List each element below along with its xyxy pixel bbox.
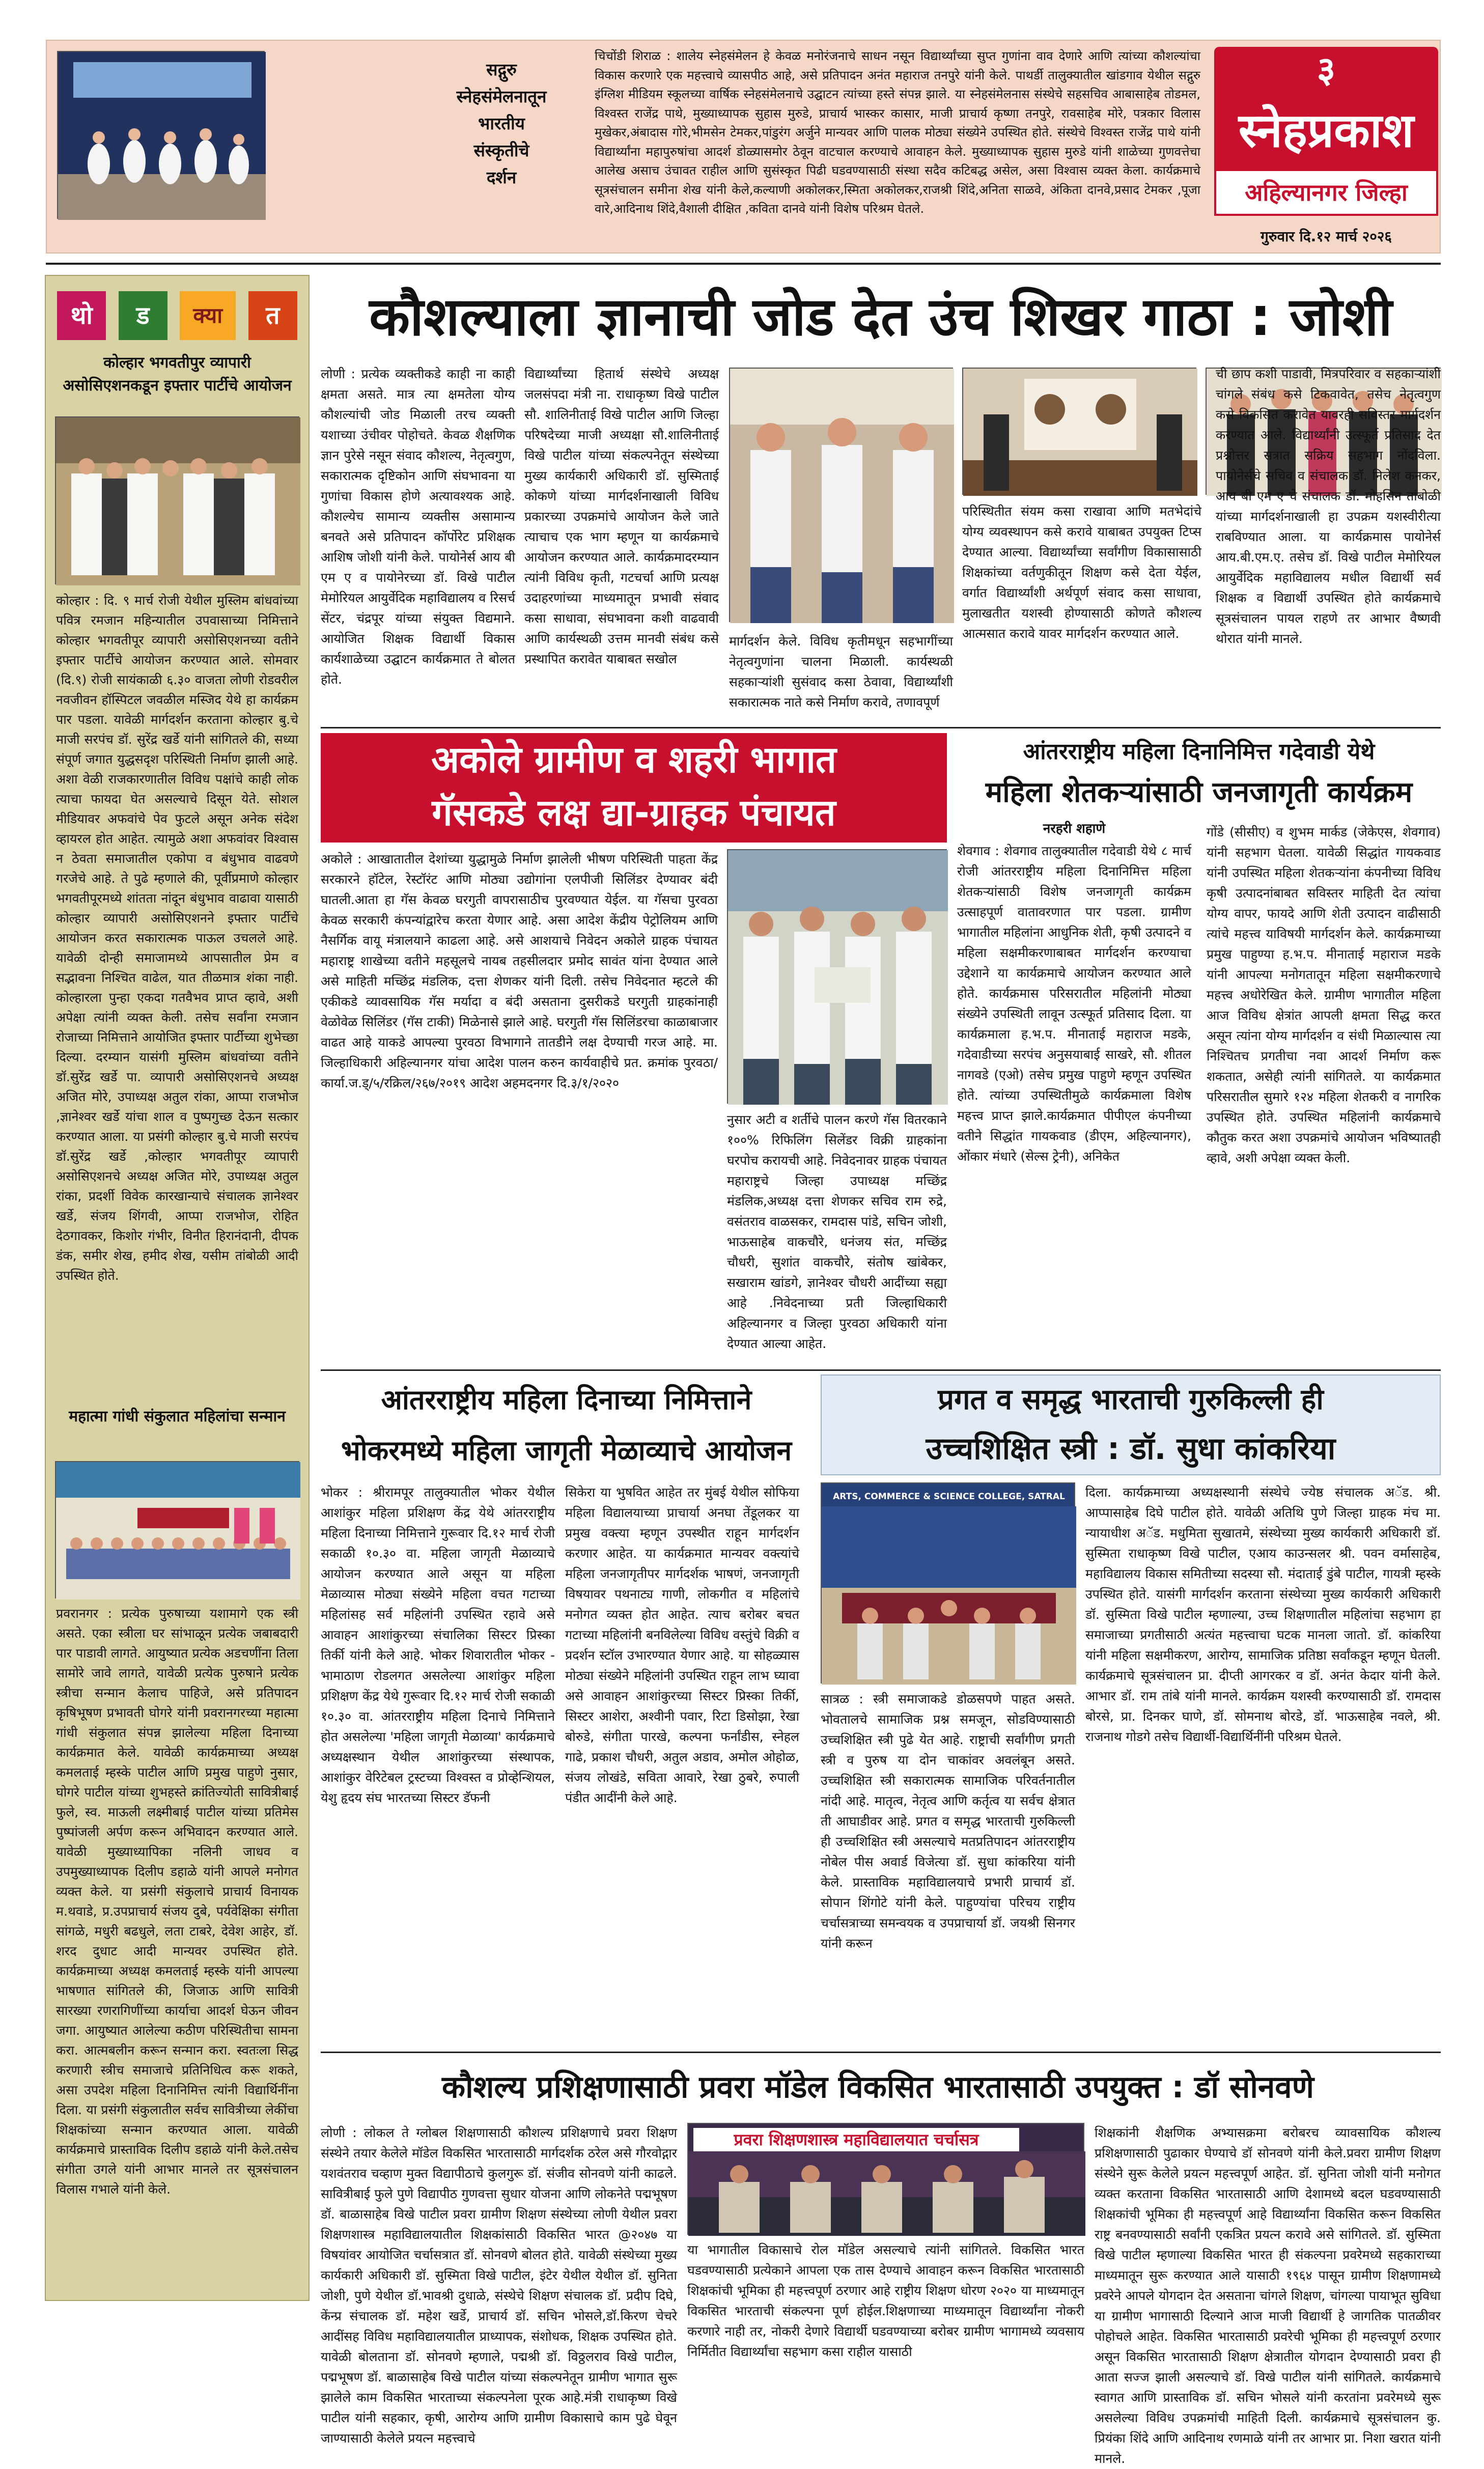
badge-tile-3: क्या	[180, 291, 236, 340]
gas-col1-text: अकोले : आखातातील देशांच्या युद्धामुळे निर्माण झालेली भीषण परिस्थिती पाहता केंद्र सरकारने हॉटेल, रेस्टॉरंट आणि मोठ्या उद्योगांना एलपीजी सिलिंडर देण्यावर बंदी घातली.आता हा गॅस केवळ घरगुती वापरासाठीच पुरवण्यात येईल. या गॅसचा पुरवठा केवळ सरकारी कंपन्यांद्वारेच करता येणार आहे. असा आदेश केंद्रीय पेट्रोलियम आणि नैसर्गिक वायू मंत्रालयाने काढला आहे. असे आशयाचे निवेदन अकोले ग्राहक पंचायत महाराष्ट्र शाखेच्या वतीने महसूलचे नायब तहसीलदार प्रमोद सावंत यांना देण्यात आले असे माहिती मच्छिंद्र मंडलिक, दत्ता शेणकर यांनी दिली. तसेच निवेदनात म्हटले की एकीकडे व्यावसायिक गॅस मर्यादा व बंदी असताना दुसरीकडे घरगुती ग्राहकांनाही वेळोवेळ सिलिंडर (गॅस टाकी) मिळेनासे झाले आहे. घरगुती गॅस सिलिंडरचा काळाबाजार वाढत आहे याकडे आपल्या पुरवठा विभागाने तातडीने लक्ष देण्याची गरज आहे. मा. जिल्हाधिकारी अहिल्यानगर यांचा आदेश पालन करुन कार्यवाहीचे प्रत. क्रमांक पुरवठा/कार्या.ज.ड्/५/रक्रिल/२६७/२०१९ आदेश अहमदनगर दि.३/१/२०२०	[321, 852, 718, 1090]
top-story-caption: सद्गुरु स्नेहसंमेलनातून भारतीय संस्कृतीचे दर्शन	[456, 60, 547, 187]
joshi-col2-text: विद्यार्थ्यांच्या हितार्थ संस्थेचे अध्यक्ष जलसंपदा मंत्री ना. राधाकृष्ण विखे पाटील सौ. शालिनीताई विखे पाटील आणि जिल्हा परिषदेच्या माजी अध्यक्षा सौ.शालिनीताई विखे पाटील यांच्या संकल्पनेतून संस्थेच्या मुख्य कार्यकारी अधिकारी डॉ. सुस्मिताई कोकणे यांच्या मार्गदर्शनाखाली विविध प्रकारच्या उपक्रमांचे आयोजन केले जाते त्याचाच एक भाग म्हणून या कार्यक्रमाचे आयोजन करण्यात आले. कार्यक्रमादरम्यान त्यांनी विविध कृती, गटचर्चा आणि प्रत्यक्ष उदाहरणांच्या माध्यमातून प्रभावी संवाद कसा साधावा, संघभावना कशी वाढवावी आणि कार्यस्थळी उत्तम मानवी संबंध कसे प्रस्थापित करावेत याबाबत सखोल	[524, 367, 719, 666]
gadewadi-byline: नरहरी शहाणे	[1043, 821, 1106, 836]
joshi-col1	[321, 364, 515, 720]
top-story-text: चिचोंडी शिराळ : शालेय स्नेहसंमेलन हे केवळ मनोरंजनाचे साधन नसून विद्यार्थ्यांच्या सुप्त गुणांना वाव देणारे आणि त्यांच्या कौशल्यांचा विकास करणारे एक महत्त्वाचे व्यासपीठ आहे, असे प्रतिपादन अनंत महाराज तनपुरे यांनी केले. पाथर्डी तालुक्यातील खांडगाव येथील सद्गुरु इंग्लिश मीडियम स्कूलच्या वार्षिक स्नेहसंमेलनाचे उद्घाटन त्यांच्या हस्ते संपन्न झाले. या स्नेहसंमेलनास संस्थेचे सहसचिव आबासाहेब तोडमल, विश्वस्त राजेंद्र पाथे, मुख्याध्यापक सुहास मुरुडे, प्राचार्य भास्कर कासार, माजी प्राचार्य कृष्णा तनपुरे, रावसाहेब मोरे, पत्रकार विलास मुखेकर,अंबादास गोरे,भीमसेन टेमकर,पांडुरंग अर्जुने मान्यवर आणि पालक मोठ्या संख्येने उपस्थित होते. संस्थेचे विश्वस्त राजेंद्र पाथे यांनी विद्यार्थ्यांना महापुरुषांचा आदर्श डोळ्यासमोर ठेवून वाटचाल करण्याचे आवाहन केले. मुख्याध्यापक सुहास मुरुडे यांनी शाळेच्या गुणवत्तेचा आलेख असाच उंचावत राहील आणि सुसंस्कृत पिढी घडवण्यासाठी संस्था सदैव कटिबद्ध असेल, असा विश्वास व्यक्त केला. कार्यक्रमाचे सूत्रसंचालन समीना शेख यांनी केले,कल्याणी अकोलकर,स्मिता अकोलकर,राजश्री शिंदे,अनिता साळवे, अंकिता दानवे,प्रसाद टेमकर ,पूजा वारे,आदिनाथ शिंदे,वैशाली दीक्षित ,कविता दानवे यांनी विशेष परिश्रम घेतले.	[595, 49, 1200, 216]
joshi-photo-1	[729, 368, 953, 622]
gadewadi-col1-text: शेवगाव : शेवगाव तालुक्यातील गदेवाडी येथे ८ मार्च रोजी आंतरराष्ट्रीय महिला दिनानिमित्त महिला शेतकऱ्यांसाठी विशेष जनजागृती कार्यक्रम उत्साहपूर्ण वातावरणात पार पडला. ग्रामीण भागातील महिलांना आधुनिक शेती, कृषी उत्पादने व महिला सक्षमीकरणाबाबत मार्गदर्शन करण्याचा उद्देशाने या कार्यक्रमाचे आयोजन करण्यात आले होते. कार्यक्रमास परिसरातील महिलांनी मोठ्या संख्येने उपस्थिती लावून उत्स्फूर्त प्रतिसाद दिला. या कार्यक्रमाला ह.भ.प. मीनाताई महाराज मडके, गदेवाडीच्या सरपंच अनुसयाबाई साखरे, सौ. शीतल नागवडे (एओ) तसेच प्रमुख पाहुणे म्हणून उपस्थित होते. त्यांच्या उपस्थितीमुळे कार्यक्रमाला विशेष महत्त्व प्राप्त झाले.कार्यक्रमात पीपीएल कंपनीच्या वतीने सिद्धांत गायकवाड (डीएम, अहिल्यानगर), ओंकार मंधारे (सेल्स ट्रेनी), अनिकेत	[957, 844, 1191, 1164]
sonawane-col2	[687, 2240, 1084, 2359]
page-number-badge: ३	[1214, 47, 1438, 93]
sidebar-story1-photo	[55, 416, 299, 584]
kankariya-col1	[821, 1689, 1075, 2045]
joshi-col3b	[962, 501, 1201, 720]
joshi-col3a	[729, 631, 953, 721]
masthead-date: गुरुवार दि.१२ मार्च २०२६	[1261, 228, 1392, 245]
sonawane-headline: कौशल्य प्रशिक्षणासाठी प्रवरा मॉडेल विकसित भारतासाठी उपयुक्त : डॉ सोनवणे	[441, 2069, 1314, 2105]
sidebar-story1-headline: कोल्हार भगवतीपुर व्यापारी असोसिएशनकडून इफ्तार पार्टीचे आयोजन	[63, 354, 292, 395]
bhokar-col1	[321, 1482, 555, 2042]
sonawane-col2-text: या भागातील विकासाचे रोल मॉडेल असल्याचे त्यांनी सांगितले. विकसित भारत घडवण्यासाठी प्रत्येकाने आपला एक तास देण्याचे आवाहन करून विकसित भारतासाठी शिक्षकांची भूमिका ही महत्त्वपूर्ण ठरणार आहे राष्ट्रीय शिक्षण धोरण २०२० या माध्यमातून विकसित भारताची संकल्पना पूर्ण होईल.शिक्षणाच्या माध्यमातून विद्यार्थ्यांना नोकरी करणारे नाही तर, नोकरी देणारे विद्यार्थी घडवण्याच्या बरोबर ग्रामीण भागामध्ये व्यवसाय निर्मितीत विद्यार्थ्यांचा सहभाग कसा राहील यासाठी	[687, 2242, 1084, 2359]
sonawane-col1	[321, 2123, 677, 2446]
sidebar-story1-text: कोल्हार : दि. ९ मार्च रोजी येथील मुस्लिम बांधवांच्या पवित्र रमजान महिन्यातील उपवासाच्या निमित्ताने कोल्हार भगवतीपूर व्यापारी असोसिएशनच्या वतीने इफ्तार पार्टीचे आयोजन करण्यात आले. सोमवार (दि.९) रोजी सायंकाळी ६.३० वाजता लोणी रोडवरील नवजीवन हॉस्पिटल जवळील मस्जिद येथे हा कार्यक्रम पार पडला. यावेळी मार्गदर्शन करताना कोल्हार बु.चे माजी सरपंच डॉ. सुरेंद्र खर्डे यांनी सांगितले की, सध्या संपूर्ण जगात युद्धसदृश परिस्थिती निर्माण झाली आहे. अशा वेळी राजकारणातील विविध पक्षांचे काही लोक त्याचा फायदा घेत असल्याचे दिसून येते. सोशल मीडियावर अफवांचे पेव फुटले असून अनेक संदेश व्हायरल होत आहेत. त्यामुळे अशा अफवांवर विश्वास न ठेवता समाजातील एकोपा व बंधुभाव वाढवणे गरजेचे आहे. ते पुढे म्हणाले की, पूर्वीप्रमाणे कोल्हार भगवतीपूरमध्ये शांतता नांदून बंधुभाव वाढावा यासाठी कोल्हार व्यापारी असोसिएशनने इफ्तार पार्टीचे आयोजन करत सकारात्मक पाऊल उचलले आहे. यावेळी दोन्ही समाजामध्ये आपसातील प्रेम व सद्भावना निश्चित वाढेल, यात तीळमात्र शंका नाही. कोल्हारला पुन्हा एकदा गतवैभव प्राप्त व्हावे, अशी अपेक्षा त्यांनी व्यक्त केली. तसेच सर्वांना रमजान रोजाच्या निमित्ताने आयोजित इफ्तार पार्टीच्या शुभेच्छा दिल्या. दरम्यान यासंगी मुस्लिम बांधवांच्या वतीने डॉ.सुरेंद्र खर्डे पा. व्यापारी असोसिएशनचे अध्यक्ष अजित मोरे, उपाध्यक्ष अतुल रांका, आप्पा राजभोज ,ज्ञानेश्वर खर्डे यांचा शाल व पुष्पगुच्छ देऊन सत्कार करण्यात आला. या प्रसंगी कोल्हार बु.चे माजी सरपंच डॉ.सुरेंद्र खर्डे ,कोल्हार भगवतीपूर व्यापारी असोसिएशनचे अध्यक्ष अजित मोरे, उपाध्यक्ष अतुल रांका, प्रदर्शी विवेक कारखान्याचे संचालक ज्ञानेश्वर खर्डे, संजय शिंगवी, आप्पा राजभोज, रोहित देठगावकर, किशोर गंभीर, विनीत हिरानंदानी, दीपक डंक, समीर शेख, हमीद शेख, यसीम तांबोळी आदी उपस्थित होते.	[56, 593, 298, 1283]
joshi-headline: कौशल्याला ज्ञानाची जोड देत उंच शिखर गाठा : जोशी	[369, 286, 1392, 348]
bhokar-col2-text: सिकेरा या भुषवित आहेत तर मुंबई येथील सोफिया महिला विद्यालयाच्या प्राचार्या अनघा तेंडूलकर या प्रमुख वक्त्या म्हणून उपस्थीत राहून मार्गदर्शन करणार आहेत. या कार्यक्रमात मान्यवर वक्त्यांचे महिला जनजागृतीपर मार्गदर्शक भाषणं, जनजागृती विषयावर पथनाट्य गाणी, लोकगीत व महिलांचे मनोगत व्यक्त होत आहेत. त्याच बरोबर बचत गटाच्या महिलांनी बनविलेल्या विविध वस्तुंचे विक्री व प्रदर्शन स्टॉल उभारण्यात येणार आहे. या सोहळ्यास मोठ्या संख्येने महिलांनी उपस्थित राहून लाभ घ्यावा असे आवाहन आशांकुरच्या सिस्टर प्रिस्का तिर्की, सिस्टर आशेरा, अश्वीनी पवार, रिटा डिसोझा, रेखा बोरुडे, संगीता पारखे, कल्पना फर्नांडीस, स्नेहल गाढे, प्रकाश चौधरी, अतुल अडाव, अमोल ओहोळ, संजय लोखंडे, सविता आवारे, रेखा ठुबरे, रुपाली पंडीत आदींनी केले आहे.	[565, 1485, 799, 1805]
divider-bhokar	[321, 2052, 1441, 2053]
masthead-title: स्नेहप्रकाश	[1214, 93, 1438, 169]
top-story-photo	[57, 51, 265, 219]
kankariya-col2-text: दिला. कार्यक्रमाच्या अध्यक्षस्थानी संस्थेचे ज्येष्ठ संचालक अॅड. श्री. आप्पासाहेब दिघे पाटील होते. यावेळी अतिथि पुणे जिल्हा ग्राहक मंच मा. न्यायाधीश अॅड. मधुमिता सुखातमे, संस्थेच्या मुख्य कार्यकारी अधिकारी डॉ. सुस्मिता राधाकृष्ण विखे पाटील, एआय काउन्सलर श्री. पवन वर्मासाहेब, महाविद्यालय विकास समितीच्या सदस्या सौ. मंदाताई डुंबे पाटील, गायत्री म्हस्के उपस्थित होते. यासंगी मार्गदर्शन करताना संस्थेच्या मुख्य कार्यकारी अधिकारी डॉ. सुस्मिता विखे पाटील म्हणाल्या, उच्च शिक्षणातील महिलांचा सहभाग हा समाजाच्या प्रगतीसाठी अत्यंत महत्त्वाचा घटक मानला जातो. डॉ. कांकरिया यांनी महिला सक्षमीकरण, आरोग्य, सामाजिक प्रतिष्ठा सर्वांकडून म्हणून घेतली. कार्यक्रमाचे सूत्रसंचालन प्रा. दीप्ती आगरकर व डॉ. अनंत केदार यांनी केले. आभार डॉ. राम तांबे यांनी मानले. कार्यक्रम यशस्वी करण्यासाठी डॉ. रामदास बोरसे, प्रा. दिनकर घाणे, डॉ. सोमनाथ बोरडे, डॉ. भाऊसाहेब नवले, श्री. राजनाथ गोडगे तसेच विद्यार्थी-विद्यार्थिनींनी परिश्रम घेतले.	[1085, 1485, 1441, 1744]
sonawane-col3	[1095, 2123, 1441, 2466]
badge-tile-1: थो	[57, 291, 106, 340]
joshi-photo-2	[962, 368, 1196, 495]
badge-tile-4: त	[248, 291, 297, 340]
kankariya-col1-text: सात्रळ : स्त्री समाजाकडे डोळसपणे पाहत असते. भोवतालचे सामाजिक प्रश्न समजून, सोडविण्यासाठी उच्चशिक्षित स्त्री पुढे येत आहे. राष्ट्राची सर्वांगीण प्रगती स्त्री व पुरुष या दोन चाकांवर अवलंबून असते. उच्चशिक्षित स्त्री सकारात्मक सामाजिक परिवर्तनातील नांदी आहे. मातृत्व, नेतृत्व आणि कर्तृत्व या सर्वच क्षेत्रात ती आघाडीवर आहे. प्रगत व समृद्ध भारताची गुरुकिल्ली ही उच्चशिक्षित स्त्री असल्याचे मतप्रतिपादन आंतरराष्ट्रीय नोबेल पीस अवार्ड विजेत्या डॉ. सुधा कांकरिया यांनी केले. प्रास्ताविक महाविद्यालयाचे प्रभारी प्राचार्य डॉ. सोपान शिंगोटे यांनी केले. पाहुण्यांचा परिचय राष्ट्रीय चर्चासत्राच्या समन्वयक व उपप्राचार्या डॉ. जयश्री सिनगर यांनी करून	[821, 1692, 1075, 1951]
sonawane-photo	[687, 2123, 1084, 2235]
gas-col1	[321, 849, 718, 1363]
kankariya-photo	[821, 1482, 1075, 1684]
gadewadi-kicker: आंतरराष्ट्रीय महिला दिनानिमित्त गदेवाडी येथे	[1023, 739, 1375, 765]
joshi-col3a-text: मार्गदर्शन केले. विविध कृतीमधून सहभागींच्या नेतृत्वगुणांना चालना मिळाली. कार्यस्थळी सहकाऱ्यांशी सुसंवाद कसा ठेवावा, विद्यार्थ्यांशी सकारात्मक नाते कसे निर्माण करावे, तणावपूर्ण	[729, 634, 953, 710]
gadewadi-col2-text: गोंडे (सीसीए) व शुभम मार्कड (जेकेएस, शेवगाव) यांनी सहभाग घेतला. यावेळी सिद्धांत गायकवाड यांनी उपस्थित महिला शेतकऱ्यांना कंपनीच्या विविध कृषी उत्पादनांबाबत सविस्तर माहिती देत त्यांचा योग्य वापर, फायदे आणि शेती उत्पादन वाढीसाठी त्यांचे महत्त्व याविषयी मार्गदर्शन केले. कार्यक्रमाच्या प्रमुख पाहुण्या ह.भ.प. मीनाताई महाराज मडके यांनी आपल्या मनोगतातून महिला सक्षमीकरणाचे महत्त्व अधोरेखित केले. ग्रामीण भागातील महिला आज विविध क्षेत्रांत आपली क्षमता सिद्ध करत असून त्यांना योग्य मार्गदर्शन व संधी मिळाल्यास त्या निश्चितच प्रगतीचा नवा आदर्श निर्माण करू शकतात, असेही त्यांनी सांगितले. या कार्यक्रमात परिसरातील सुमारे १२४ महिला शेतकरी व नागरिक उपस्थित होते. उपस्थित महिलांनी कार्यक्रमाचे कौतुक करत अशा उपक्रमांचे आयोजन भविष्यातही व्हावे, अशी अपेक्षा व्यक्त केली.	[1207, 825, 1441, 1165]
joshi-col1-text: लोणी : प्रत्येक व्यक्तीकडे काही ना काही क्षमता असते. मात्र त्या क्षमतेला योग्य कौशल्यांची जोड मिळाली तरच व्यक्ती यशाच्या उंचीवर पोहोचते. केवळ शैक्षणिक ज्ञान पुरेसे नसून संवाद कौशल्य, नेतृत्वगुण, सकारात्मक दृष्टिकोन आणि संघभावना या गुणांचा विकास होणे अत्यावश्यक आहे. कौशल्येच सामान्य व्यक्तीस असामान्य बनवते असे प्रतिपादन कॉर्पोरेट प्रशिक्षक आशिष जोशी यांनी केले. पायोनेर्स आय बी एम ए व पायोनेरच्या डॉ. विखे पाटील मेमोरियल आयुर्वेदिक महाविद्यालय व रिसर्च सेंटर, चंद्रपूर यांच्या संयुक्त विद्यमाने. आयोजित शिक्षक विद्यार्थी विकास कार्यशाळेच्या उद्घाटन कार्यक्रमात ते बोलत होते.	[321, 367, 515, 687]
sonawane-photo-banner: प्रवरा शिक्षणशास्त्र महाविद्यालयात चर्चासत्र	[693, 2128, 1019, 2151]
sidebar-badge	[51, 291, 303, 340]
gadewadi-col1	[957, 841, 1191, 1360]
gas-col2-text: नुसार अटी व शर्तीचे पालन करणे गॅस वितरकाने १००% रिफिलिंग सिलेंडर विक्री ग्राहकांना घरपोच करायची आहे. निवेदनावर ग्राहक पंचायत महाराष्ट्रचे जिल्हा उपाध्यक्ष मच्छिंद्र मंडलिक,अध्यक्ष दत्ता शेणकर सचिव राम रुद्रे, वसंतराव वाळसकर, रामदास पांडे, सचिन जोशी, भाऊसाहेब वाकचौरे, धनंजय संत, मच्छिंद्र चौधरी, सुशांत वाकचौरे, संतोष खांबेकर, सखाराम खांडगे, ज्ञानेश्वर चौधरी आदींच्या सह्या आहे .निवेदनाच्या प्रती जिल्हाधिकारी अहिल्यानगर व जिल्हा पुरवठा अधिकारी यांना देण्यात आल्या आहेत.	[727, 1112, 947, 1351]
joshi-col3b-text: परिस्थितीत संयम कसा राखावा आणि मतभेदांचे योग्य व्यवस्थापन कसे करावे याबाबत उपयुक्त टिप्स देण्यात आल्या. विद्यार्थ्यांच्या सर्वांगीण विकासासाठी शिक्षकांच्या वर्तणुकीतून शिक्षण कसे देता येईल, वर्गात विद्यार्थ्यांशी अर्थपूर्ण संवाद कसा साधावा, मुलाखतीत यशस्वी होण्यासाठी कोणते कौशल्य आत्मसात करावे यावर मार्गदर्शन करण्यात आले.	[962, 504, 1201, 641]
sonawane-col3-text: शिक्षकांनी शैक्षणिक अभ्यासक्रमा बरोबरच व्यावसायिक कौशल्य प्रशिक्षणासाठी पुढाकार घेण्याचे डॉ सोनवणे यांनी केले.प्रवरा ग्रामीण शिक्षण संस्थेने सुरू केलेले प्रयत्न महत्त्वपूर्ण आहेत. डॉ. सुनिता जोशी यांनी मनोगत व्यक्त करताना विकसित भारतासाठी आणि देशामध्ये बदल घडवण्यासाठी शिक्षकांची भूमिका ही महत्त्वपूर्ण आहे विद्यार्थ्यांना विकसित करून विकसित राष्ट्र बनवण्यासाठी सर्वांनी एकत्रित प्रयत्न करावे असे सांगितले. डॉ. सुस्मिता विखे पाटील म्हणाल्या विकसित भारत ही संकल्पना प्रवरेमध्ये सहकाराच्या माध्यमातून सुरू करण्यात आले यासाठी १९६४ पासून ग्रामीण शिक्षणामध्ये प्रवरेने आपले योगदान देत असताना चांगले शिक्षण, चांगल्या पायाभूत सुविधा या ग्रामीण भागासाठी दिल्याने आज माजी विद्यार्थी हे जागतिक पातळीवर पोहोचले आहेत. विकसित भारतासाठी प्रवरेची भूमिका ही महत्त्वपूर्ण ठरणार असून विकसित भारतासाठी शिक्षण क्षेत्रातील योगदान देण्यासाठी प्रवरा ही आता सज्ज झाली असल्याचे डॉ. विखे पाटील यांनी सांगितले. कार्यक्रमाचे स्वागत आणि प्रास्ताविक डॉ. सचिन भोसले यांनी करतांना प्रवरेमध्ये सुरू असलेल्या विविध उपक्रमांची माहिती दिली. कार्यक्रमाचे सूत्रसंचालन कु. प्रियंका शिंदे आणि आदिनाथ रणमाळे यांनी तर आभार प्रा. निशा खरात यांनी मानले.	[1095, 2125, 1441, 2466]
divider-gas	[321, 1369, 1441, 1371]
divider-joshi	[321, 727, 1441, 728]
joshi-col4-text: ची छाप कशी पाडावी, मित्रपरिवार व सहकाऱ्यांशी चांगले संबंध कसे टिकवावेत, तसेच नेतृत्वगुण कसे विकसित करावेत यावरही सविस्तर मार्गदर्शन करण्यात आले. विद्यार्थ्यांनी उत्स्फूर्त प्रतिसाद देत प्रश्नोत्तर सत्रात सक्रिय सहभाग नोंदविला. पायोनेर्सचे सचिव व संचालक डॉ. निलेश कनकर, आय बी एम ए चे संचालक डॉ. मोहसिन तांबोळी यांच्या मार्गदर्शनाखाली हा उपक्रम यशस्वीरीत्या राबविण्यात आला. या कार्यक्रमास पायोनेर्स आय.बी.एम.ए. तसेच डॉ. विखे पाटील मेमोरियल आयुर्वेदिक महाविद्यालय मधील विद्यार्थी सर्व शिक्षक व विद्यार्थी उपस्थित होते कार्यक्रमाचे सूत्रसंचालन पायल राहणे तर आभार वैष्णवी थोरात यांनी मानले.	[1216, 367, 1441, 646]
bhokar-col2	[565, 1482, 799, 2042]
joshi-col2	[524, 364, 719, 720]
gadewadi-headline: महिला शेतकऱ्यांसाठी जनजागृती कार्यक्रम	[985, 776, 1413, 809]
bhokar-headline: आंतरराष्ट्रीय महिला दिनाच्या निमित्ताने भोकरमध्ये महिला जागृती मेळाव्याचे आयोजन	[341, 1384, 792, 1467]
kankariya-photo-banner: ARTS, COMMERCE & SCIENCE COLLEGE, SATRAL	[833, 1492, 1065, 1502]
sidebar-story2-text: प्रवरानगर : प्रत्येक पुरुषाच्या यशामागे एक स्त्री असते. एका स्त्रीला घर सांभाळून प्रत्येक जबाबदारी पार पाडावी लागते. आयुष्यात प्रत्येक अडचणींना तिला सामोरे जावे लागते, यावेळी प्रत्येक पुरुषाने प्रत्येक स्त्रीचा सन्मान केलाच पाहिजे, असे प्रतिपादन कृषिभूषण प्रभावती घोगरे यांनी प्रवरानगरच्या महात्मा गांधी संकुलात संपन्न झालेल्या महिला दिनाच्या कार्यक्रमात केले. यावेळी कार्यक्रमाच्या अध्यक्ष कमलताई म्हस्के पाटील आणि प्रमुख पाहुणे नुसार, घोगरे पाटील यांच्या शुभहस्ते क्रांतिज्योती सावित्रीबाई फुले, स्व. माऊली लक्ष्मीबाई पाटील यांच्या प्रतिमेस पुष्पांजली अर्पण करून अभिवादन करण्यात आले. यावेळी मुख्याध्यापिका नलिनी जाधव व उपमुख्याध्यापक दिलीप डहाळे यांनी आपले मनोगत व्यक्त केले. या प्रसंगी संकुलाचे प्राचार्य विनायक म.थवाडे, प्र.उपप्राचार्य संजय दुबे, पर्यवेक्षिका संगीता सांगळे, मधुरी बढधुले, लता टाबरे, देवेश आहेर, डॉ. शरद दुधाट आदी मान्यवर उपस्थित होते. कार्यक्रमाच्या अध्यक्ष कमलताई म्हस्के यांनी आपल्या भाषणात सांगितले की, जिजाऊ आणि सावित्री सारख्या रणरागिणींच्या कार्याचा आदर्श घेऊन जीवन जगा. आयुष्यात आलेल्या कठीण परिस्थितीचा सामना करा. आत्मबलीन करून सन्मान करा. स्वतःला सिद्ध करणारी स्त्रीच समाजाचे प्रतिनिधित्व करू शकते, असा उपदेश महिला दिनानिमित्त त्यांनी विद्यार्थिनींना दिला. या प्रसंगी संकुलातील सर्वच सावित्रीच्या लेकींचा शिक्षकांच्या सन्मान करण्यात आला. यावेळी कार्यक्रमाचे प्रास्ताविक दिलीप डहाळे यांनी केले.तसेच संगीता उगले यांनी आभार मानले तर सूत्रसंचालन विलास गभाले यांनी केले.	[56, 1606, 298, 2197]
gas-photo	[727, 849, 947, 1104]
sidebar-story2-photo	[55, 1461, 299, 1598]
sonawane-col1-text: लोणी : लोकल ते ग्लोबल शिक्षणासाठी कौशल्य प्रशिक्षणाचे प्रवरा शिक्षण संस्थेने तयार केलेले मॉडेल विकसित भारतासाठी मार्गदर्शक ठरेल असे गौरवोद्गार यशवंतराव चव्हाण मुक्त विद्यापीठाचे कुलगुरू डॉ. संजीव सोनवणे यांनी काढले. सावित्रीबाई फुले पुणे विद्यापीठ गुणवत्ता सुधार योजना आणि लोकनेते पद्मभूषण डॉ. बाळासाहेब विखे पाटील प्रवरा ग्रामीण शिक्षण संस्थेच्या लोणी येथील प्रवरा शिक्षणशास्त्र महाविद्यालयातील शिक्षकांसाठी विकसित भारत @२०४७ या विषयांवर आयोजित चर्चासत्रात डॉ. सोनवणे बोलत होते. यावेळी संस्थेच्या मुख्य कार्यकारी अधिकारी डॉ. सुस्मिता विखे पाटील, इंटेर येथील येथील डॉ. सुनिता जोशी, पुणे येथील डॉ.भावश्री दुधाळे, संस्थेचे शिक्षण संचालक डॉ. प्रदीप दिघे, केंन्प्र संचालक डॉ. महेश खर्डे, प्राचार्य डॉ. सचिन भोसले,डॉ.किरण चेचरे आदींसह विविध महाविद्यालयातील प्राध्यापक, संशोधक, शिक्षक उपस्थित होते. यावेळी बोलताना डॉ. सोनवणे म्हणाले, पद्मश्री डॉ. विठ्ठलराव विखे पाटील, पद्मभूषण डॉ. बाळासाहेब विखे पाटील यांच्या संकल्पनेतून ग्रामीण भागात सुरू झालेले काम विकसित भारताच्या संकल्पनेला पूरक आहे.मंत्री राधाकृष्ण विखे पाटील यांनी सहकार, कृषी, आरोग्य आणि ग्रामीण विकासाचे काम पुढे घेवून जाण्यासाठी केलेले प्रयत्न महत्त्वाचे	[321, 2125, 677, 2446]
kankariya-col2	[1085, 1482, 1441, 2042]
gas-col2	[727, 1110, 947, 1364]
masthead-divider	[46, 263, 1441, 265]
gas-headline: अकोले ग्रामीण व शहरी भागात गॅसकडे लक्ष द्या-ग्राहक पंचायत	[321, 733, 947, 843]
masthead-region: अहिल्यानगर जिल्हा	[1214, 169, 1438, 216]
sidebar-story2-headline: महात्मा गांधी संकुलात महिलांचा सन्मान	[69, 1408, 286, 1425]
joshi-col4	[1216, 364, 1441, 720]
badge-tile-2: ड	[119, 291, 167, 340]
kankariya-headline: प्रगत व समृद्ध भारताची गुरुकिल्ली ही उच्चशिक्षित स्त्री : डॉ. सुधा कांकरिया	[821, 1374, 1441, 1475]
gadewadi-col2	[1207, 822, 1441, 1362]
bhokar-col1-text: भोकर : श्रीरामपूर तालुक्यातील भोकर येथील आशांकुर महिला प्रशिक्षण केंद्र येथे आंतरराष्ट्रीय महिला दिनाच्या निमित्ताने गुरूवार दि.१२ मार्च रोजी सकाळी १०.३० वा. महिला जागृती मेळाव्याचे आयोजन करण्यात आले असून या महिला मेळाव्यास मोठ्या संख्येने महिला वचत गटाच्या महिलांसह सर्व महिलांनी उपस्थित रहावे असे आवाहन आशांकुरच्या संचालिका सिस्टर प्रिस्का तिर्की यांनी केले आहे. भोकर शिवारातील भोकर - भामाठाण रोडलगत असलेल्या आशांकुर महिला प्रशिक्षण केंद्र येथे गुरूवार दि.१२ मार्च रोजी सकाळी १०.३० वा. आंतरराष्ट्रीय महिला दिनाचे निमित्ताने होत असलेल्या 'महिला जागृती मेळाव्या' कार्यक्रमाचे अध्यक्षस्थान येथील आशांकुरच्या संस्थापक, आशांकुर वेरिटेबल ट्रस्टच्या विश्वस्त व प्रोव्हेन्शियल, येशु हृदय संघ भारतच्या सिस्टर डॅफनी	[321, 1485, 555, 1805]
